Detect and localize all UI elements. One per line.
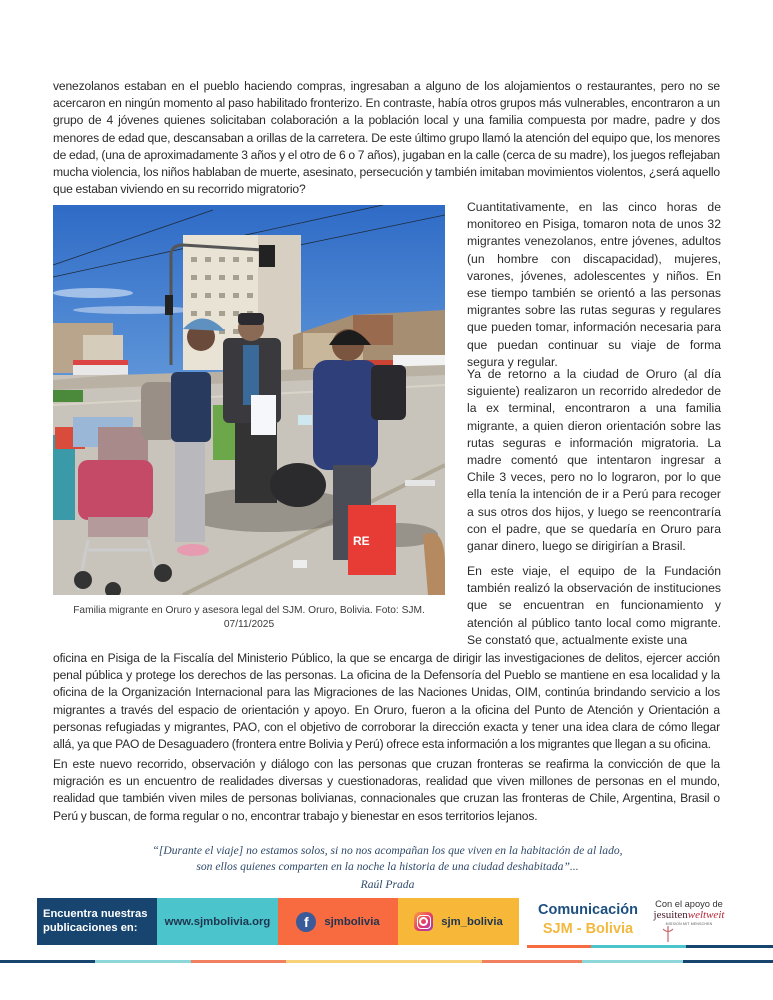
logo-rule-teal [591, 945, 686, 948]
bottom-rule-6 [582, 960, 683, 963]
logo-rule-navy [686, 945, 773, 948]
bottom-rule-1 [0, 960, 95, 963]
svg-text:RE: RE [353, 534, 370, 548]
sponsor-brand-a: jesuiten [653, 909, 688, 921]
instagram-icon [414, 912, 433, 931]
support-text: Con el apoyo de [655, 899, 723, 909]
epigraph-quote [90, 843, 685, 875]
caption-date: 07/11/2025 [223, 619, 275, 630]
bottom-rule-2 [95, 960, 191, 963]
comunicacion-logo [538, 901, 638, 939]
instagram-handle[interactable]: sjm_bolivia [441, 915, 503, 928]
footer-website-link[interactable] [157, 898, 278, 945]
logo-rule-orange [527, 945, 591, 948]
comm-line-2: SJM - Bolivia [542, 921, 634, 937]
bottom-rule-5 [482, 960, 582, 963]
bottom-rule-4 [286, 960, 482, 963]
paragraph-offices: oficina en Pisiga de la Fiscalía del Ministerio Público, la que se encarga de dirigir las investigaciones de delitos, ejercer acción penal pública y protege los derechos de las personas. La oficina de la Defensoría del Pueblo se mantiene en esa localidad y la oficina de la Organización Internacional para las Migraciones de las Naciones Unidas, OIM, continúa brindando servicio a los migrantes a través del espacio de orientación y apoyo. En Oruro, fueron a la oficina del Punto de Atención y Orientación a personas refugiadas y migrantes, PAO, con el objetivo de corroborar la dirección exacta y tener una idea clara de cómo llegar allá, ya que PAO de Desaguadero (frontera entre Bolivia y Perú) ofrece esta información a los migrantes que llegan a su oficina. [53, 651, 720, 752]
footer-label-line-1: Encuentra nuestras [43, 908, 148, 920]
quote-line-2: son ellos quienes comparten en la noche la historia de una ciudad deshabitada”... [196, 860, 579, 873]
photo-caption [53, 604, 445, 632]
footer-facebook-link[interactable] [278, 898, 398, 945]
quote-author: Raúl Prada [360, 878, 415, 891]
footer-instagram-link[interactable] [398, 898, 519, 945]
facebook-handle[interactable]: sjmbolivia [324, 915, 380, 928]
sponsor-brand [648, 909, 730, 921]
footer-label-line-2: publicaciones en: [43, 921, 138, 934]
cross-icon [662, 926, 674, 942]
paragraph-quantitative: Cuantitativamente, en las cinco horas de monitoreo en Pisiga, tomaron nota de unos 32 migrantes venezolanos, entre jóvenes, adultos (un hombre con discapacidad), mujeres, varones, jóvenes, adolescentes y niños. En ese tiempo también se orientó a las personas migrantes sobre las rutas seguras y regulares que pueden tomar, información necesaria para que puedan continuar su viaje de forma segura y regular. [467, 200, 721, 369]
caption-text: Familia migrante en Oruro y asesora legal del SJM. Oruro, Bolivia. Foto: SJM. [73, 605, 425, 616]
article-photo [53, 205, 445, 595]
bottom-rule-7 [683, 960, 773, 963]
sponsor-tagline: MISSION MIT MENSCHEN [665, 922, 713, 926]
paragraph-institutions: En este viaje, el equipo de la Fundación también realizó la observación de instituciones que se encuentran en funcionamiento y atención al público tanto local como migrante. Se constató que, actualmente existe una [467, 564, 721, 647]
paragraph-intro: venezolanos estaban en el pueblo haciendo compras, ingresaban a alguno de los alojamientos o restaurantes, pero no se acercaron en ningún momento al paso habilitado fronterizo. En contraste, había otros grupos más vulnerables, encontraron a un grupo de 4 jóvenes quienes solicitaban colaboración a la población local y una familia compuesta por madre, padre y dos menores de edad que, descansaban a orillas de la carretera. De este último grupo llamó la atención del equipo que, los menores de edad, (una de aproximadamente 3 años y el otro de 6 o 7 años), jugaban en la calle (cerca de su madre), los juegos reflejaban mucha violencia, los niños hablaban de muerte, asesinato, persecución y también imitaban movimientos violentos, ¿será aquello que estaban viviendo en su recorrido migratorio? [53, 79, 720, 197]
footer-publications-label [37, 898, 157, 945]
paragraph-oruro: Ya de retorno a la ciudad de Oruro (al día siguiente) realizaron un recorrido alrededor de la ex terminal, encontraron a una familia migrante, a quien dieron orientación sobre las rutas seguras e información migratoria. La madre comentó que intentaron ingresar a Chile 3 veces, pero no lo lograron, por lo que ella tenía la intención de ir a Perú para recoger a sus otros dos hijos, y luego se reencontraría con el padre, que se quedaría en Oruro para ganar dinero, luego se dirigirían a Brasil. [467, 367, 721, 554]
bottom-rule-3 [191, 960, 286, 963]
comm-line-1: Comunicación [538, 902, 638, 918]
website-text[interactable]: www.sjmbolivia.org [164, 915, 271, 928]
sponsor-brand-b: weltweit [687, 909, 725, 921]
facebook-icon: f [296, 912, 316, 932]
sponsor-logo [648, 899, 730, 926]
quote-line-1: “[Durante el viaje] no estamos solos, si no nos acompañan los que viven en la habitación de al lado, [152, 844, 623, 857]
paragraph-conclusion: En este nuevo recorrido, observación y diálogo con las personas que cruzan fronteras se reafirma la convicción de que la migración es un encuentro de realidades diversas y cuestionadoras, realidad que viven millones de personas en el mundo, realidad que también viven miles de personas bolivianas, connacionales que cruzan las fronteras de Chile, Argentina, Brasil o Perú y buscan, de forma regular o no, encontrar trabajo y bienestar en esos territorios lejanos. [53, 757, 720, 823]
photo-illustration [53, 205, 445, 595]
